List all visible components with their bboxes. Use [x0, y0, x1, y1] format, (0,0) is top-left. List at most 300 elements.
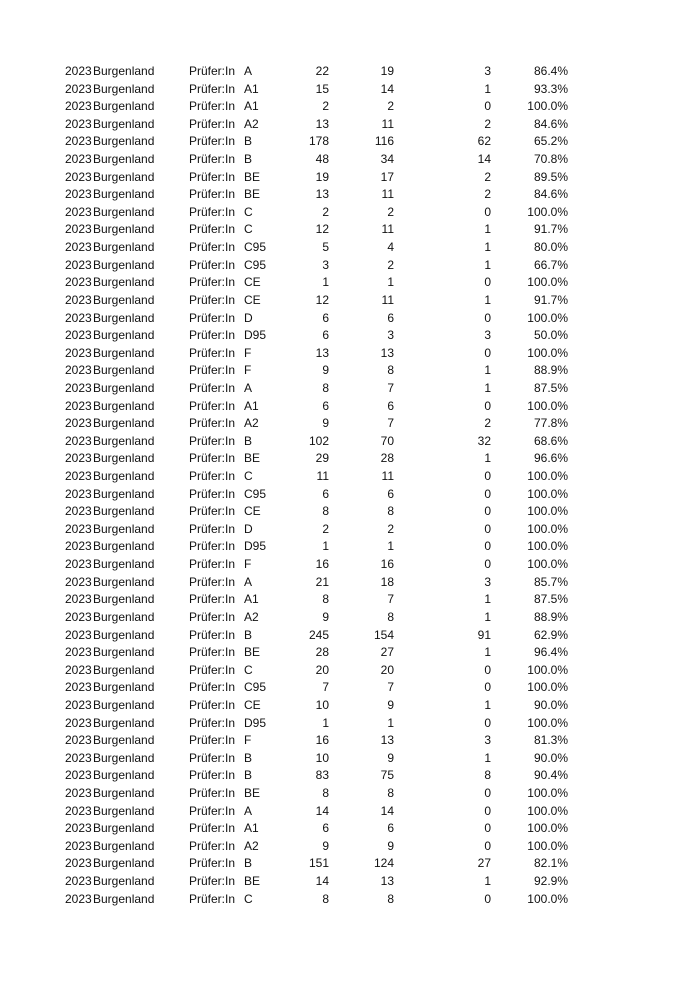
failed-count-cell: 0	[484, 504, 491, 519]
failed-count-cell: 1	[484, 645, 491, 660]
passed-count-cell: 6	[387, 821, 394, 836]
failed-count-cell: 3	[484, 328, 491, 343]
total-count-cell: 15	[315, 81, 329, 96]
year-cell: 2023	[65, 116, 92, 131]
passed-count-cell: 2	[387, 257, 394, 272]
passed-count-cell: 7	[387, 416, 394, 431]
table-row	[0, 310, 700, 328]
region-cell: Burgenland	[93, 733, 155, 748]
examiner-role-cell: Prüfer:In	[189, 292, 236, 307]
passed-count-cell: 17	[380, 169, 394, 184]
pass-rate-cell: 100.0%	[527, 662, 568, 677]
total-count-cell: 8	[322, 891, 329, 906]
license-class-cell: A1	[244, 99, 259, 114]
examiner-role-cell: Prüfer:In	[189, 557, 236, 572]
pass-rate-cell: 100.0%	[527, 785, 568, 800]
failed-count-cell: 0	[484, 891, 491, 906]
passed-count-cell: 154	[373, 627, 394, 642]
total-count-cell: 29	[315, 451, 329, 466]
total-count-cell: 13	[315, 116, 329, 131]
license-class-cell: A1	[244, 821, 259, 836]
passed-count-cell: 14	[380, 81, 394, 96]
failed-count-cell: 0	[484, 557, 491, 572]
region-cell: Burgenland	[93, 187, 155, 202]
examiner-role-cell: Prüfer:In	[189, 81, 236, 96]
passed-count-cell: 11	[381, 222, 394, 237]
failed-count-cell: 0	[484, 662, 491, 677]
table-row	[0, 873, 700, 891]
passed-count-cell: 8	[387, 785, 394, 800]
total-count-cell: 1	[322, 715, 329, 730]
license-class-cell: D	[244, 310, 253, 325]
passed-count-cell: 1	[387, 275, 394, 290]
examiner-role-cell: Prüfer:In	[189, 768, 236, 783]
total-count-cell: 6	[322, 310, 329, 325]
license-class-cell: B	[244, 152, 253, 167]
region-cell: Burgenland	[93, 416, 155, 431]
failed-count-cell: 27	[477, 856, 491, 871]
year-cell: 2023	[65, 398, 92, 413]
table-row	[0, 750, 700, 768]
license-class-cell: C95	[244, 240, 267, 255]
table-row	[0, 433, 700, 451]
region-cell: Burgenland	[93, 838, 155, 853]
total-count-cell: 11	[316, 469, 329, 484]
pass-rate-cell: 81.3%	[533, 733, 568, 748]
region-cell: Burgenland	[93, 645, 155, 660]
table-row	[0, 574, 700, 592]
table-row	[0, 380, 700, 398]
pass-rate-cell: 93.3%	[533, 81, 568, 96]
examiner-role-cell: Prüfer:In	[189, 697, 236, 712]
table-row	[0, 151, 700, 169]
license-class-cell: A2	[244, 116, 259, 131]
total-count-cell: 2	[322, 204, 329, 219]
pass-rate-cell: 89.5%	[533, 169, 568, 184]
year-cell: 2023	[65, 310, 92, 325]
pass-rate-cell: 86.4%	[533, 64, 568, 78]
passed-count-cell: 2	[387, 99, 394, 114]
examiner-role-cell: Prüfer:In	[189, 662, 236, 677]
year-cell: 2023	[65, 345, 92, 360]
table-row	[0, 767, 700, 785]
year-cell: 2023	[65, 257, 92, 272]
license-class-cell: BE	[244, 451, 261, 466]
license-class-cell: B	[244, 433, 253, 448]
examiner-role-cell: Prüfer:In	[189, 257, 236, 272]
region-cell: Burgenland	[93, 574, 155, 589]
failed-count-cell: 0	[484, 803, 491, 818]
license-class-cell: B	[244, 750, 253, 765]
table-row	[0, 204, 700, 222]
license-class-cell: C95	[244, 257, 267, 272]
examiner-role-cell: Prüfer:In	[189, 750, 236, 765]
region-cell: Burgenland	[93, 99, 155, 114]
failed-count-cell: 1	[484, 363, 491, 378]
pass-rate-cell: 70.8%	[533, 152, 568, 167]
table-row	[0, 468, 700, 486]
total-count-cell: 5	[322, 240, 329, 255]
passed-count-cell: 9	[387, 750, 394, 765]
table-row	[0, 239, 700, 257]
table-row	[0, 398, 700, 416]
license-class-cell: F	[244, 557, 252, 572]
table-row	[0, 838, 700, 856]
failed-count-cell: 0	[484, 275, 491, 290]
table-row	[0, 415, 700, 433]
examiner-role-cell: Prüfer:In	[189, 310, 236, 325]
region-cell: Burgenland	[93, 222, 155, 237]
year-cell: 2023	[65, 592, 92, 607]
examiner-role-cell: Prüfer:In	[189, 469, 236, 484]
license-class-cell: A	[244, 803, 253, 818]
table-row	[0, 63, 700, 81]
table-row	[0, 116, 700, 134]
license-class-cell: A1	[244, 592, 259, 607]
examiner-role-cell: Prüfer:In	[189, 592, 236, 607]
failed-count-cell: 1	[484, 380, 491, 395]
pass-rate-cell: 88.9%	[533, 363, 568, 378]
region-cell: Burgenland	[93, 451, 155, 466]
year-cell: 2023	[65, 521, 92, 536]
passed-count-cell: 2	[387, 521, 394, 536]
year-cell: 2023	[65, 99, 92, 114]
license-class-cell: BE	[244, 169, 261, 184]
passed-count-cell: 70	[380, 433, 394, 448]
pass-rate-cell: 87.5%	[533, 380, 568, 395]
passed-count-cell: 13	[380, 345, 394, 360]
year-cell: 2023	[65, 874, 92, 889]
license-class-cell: B	[244, 627, 253, 642]
total-count-cell: 2	[322, 99, 329, 114]
examiner-role-cell: Prüfer:In	[189, 116, 236, 131]
passed-count-cell: 9	[387, 697, 394, 712]
failed-count-cell: 0	[484, 99, 491, 114]
year-cell: 2023	[65, 838, 92, 853]
total-count-cell: 48	[315, 152, 329, 167]
region-cell: Burgenland	[93, 116, 155, 131]
examiner-role-cell: Prüfer:In	[189, 504, 236, 519]
failed-count-cell: 2	[484, 416, 491, 431]
table-row	[0, 186, 700, 204]
failed-count-cell: 62	[477, 134, 491, 149]
failed-count-cell: 3	[484, 733, 491, 748]
year-cell: 2023	[65, 469, 92, 484]
pass-rate-cell: 87.5%	[533, 592, 568, 607]
examiner-role-cell: Prüfer:In	[189, 733, 236, 748]
table-row	[0, 98, 700, 116]
examiner-role-cell: Prüfer:In	[189, 821, 236, 836]
failed-count-cell: 0	[484, 486, 491, 501]
pass-rate-cell: 100.0%	[527, 521, 568, 536]
license-class-cell: A2	[244, 609, 259, 624]
pass-rate-cell: 100.0%	[527, 838, 568, 853]
pass-rate-cell: 100.0%	[527, 504, 568, 519]
year-cell: 2023	[65, 81, 92, 96]
passed-count-cell: 27	[380, 645, 394, 660]
year-cell: 2023	[65, 821, 92, 836]
license-class-cell: BE	[244, 874, 261, 889]
year-cell: 2023	[65, 451, 92, 466]
year-cell: 2023	[65, 134, 92, 149]
pass-rate-cell: 91.7%	[533, 292, 568, 307]
examiner-role-cell: Prüfer:In	[189, 627, 236, 642]
failed-count-cell: 1	[484, 592, 491, 607]
region-cell: Burgenland	[93, 662, 155, 677]
passed-count-cell: 20	[380, 662, 394, 677]
examiner-role-cell: Prüfer:In	[189, 539, 236, 554]
examiner-role-cell: Prüfer:In	[189, 803, 236, 818]
year-cell: 2023	[65, 292, 92, 307]
region-cell: Burgenland	[93, 609, 155, 624]
total-count-cell: 8	[322, 785, 329, 800]
passed-count-cell: 16	[380, 557, 394, 572]
total-count-cell: 9	[322, 363, 329, 378]
table-row	[0, 697, 700, 715]
license-class-cell: D95	[244, 715, 267, 730]
examiner-role-cell: Prüfer:In	[189, 345, 236, 360]
year-cell: 2023	[65, 856, 92, 871]
pass-rate-cell: 90.4%	[533, 768, 568, 783]
total-count-cell: 19	[315, 169, 329, 184]
failed-count-cell: 0	[484, 204, 491, 219]
license-class-cell: B	[244, 856, 253, 871]
region-cell: Burgenland	[93, 891, 155, 906]
passed-count-cell: 8	[387, 891, 394, 906]
region-cell: Burgenland	[93, 592, 155, 607]
license-class-cell: A	[244, 64, 253, 78]
total-count-cell: 14	[315, 874, 329, 889]
passed-count-cell: 124	[373, 856, 394, 871]
examiner-role-cell: Prüfer:In	[189, 433, 236, 448]
passed-count-cell: 4	[387, 240, 394, 255]
year-cell: 2023	[65, 187, 92, 202]
year-cell: 2023	[65, 609, 92, 624]
total-count-cell: 9	[322, 609, 329, 624]
passed-count-cell: 6	[387, 310, 394, 325]
total-count-cell: 2	[322, 521, 329, 536]
license-class-cell: CE	[244, 292, 261, 307]
year-cell: 2023	[65, 662, 92, 677]
pass-rate-cell: 84.6%	[533, 116, 568, 131]
license-class-cell: B	[244, 134, 253, 149]
license-class-cell: BE	[244, 187, 261, 202]
pass-rate-cell: 100.0%	[527, 310, 568, 325]
pass-rate-cell: 100.0%	[527, 891, 568, 906]
region-cell: Burgenland	[93, 557, 155, 572]
table-row	[0, 503, 700, 521]
region-cell: Burgenland	[93, 169, 155, 184]
license-class-cell: A1	[244, 81, 259, 96]
pass-rate-cell: 100.0%	[527, 557, 568, 572]
region-cell: Burgenland	[93, 328, 155, 343]
year-cell: 2023	[65, 433, 92, 448]
examiner-role-cell: Prüfer:In	[189, 856, 236, 871]
region-cell: Burgenland	[93, 821, 155, 836]
passed-count-cell: 11	[381, 292, 394, 307]
region-cell: Burgenland	[93, 750, 155, 765]
region-cell: Burgenland	[93, 521, 155, 536]
total-count-cell: 3	[322, 257, 329, 272]
failed-count-cell: 8	[484, 768, 491, 783]
examiner-role-cell: Prüfer:In	[189, 380, 236, 395]
failed-count-cell: 1	[484, 257, 491, 272]
total-count-cell: 9	[322, 416, 329, 431]
pass-rate-cell: 96.6%	[533, 451, 568, 466]
total-count-cell: 178	[308, 134, 329, 149]
table-row	[0, 715, 700, 733]
region-cell: Burgenland	[93, 257, 155, 272]
table-row	[0, 556, 700, 574]
passed-count-cell: 34	[380, 152, 394, 167]
license-class-cell: D	[244, 521, 253, 536]
total-count-cell: 1	[322, 275, 329, 290]
pass-rate-cell: 50.0%	[533, 328, 568, 343]
pass-rate-cell: 62.9%	[533, 627, 568, 642]
pass-rate-cell: 82.1%	[533, 856, 568, 871]
license-class-cell: A2	[244, 416, 259, 431]
table-row	[0, 274, 700, 292]
examiner-role-cell: Prüfer:In	[189, 645, 236, 660]
year-cell: 2023	[65, 785, 92, 800]
pass-rate-cell: 65.2%	[533, 134, 568, 149]
license-class-cell: F	[244, 733, 252, 748]
license-class-cell: CE	[244, 504, 261, 519]
license-class-cell: CE	[244, 697, 261, 712]
failed-count-cell: 1	[484, 750, 491, 765]
pass-rate-cell: 100.0%	[527, 539, 568, 554]
total-count-cell: 102	[308, 433, 329, 448]
examiner-role-cell: Prüfer:In	[189, 169, 236, 184]
region-cell: Burgenland	[93, 275, 155, 290]
table-row	[0, 644, 700, 662]
pass-rate-cell: 90.0%	[533, 750, 568, 765]
passed-count-cell: 3	[387, 328, 394, 343]
license-class-cell: D95	[244, 539, 267, 554]
region-cell: Burgenland	[93, 240, 155, 255]
pass-rate-cell: 91.7%	[533, 222, 568, 237]
year-cell: 2023	[65, 204, 92, 219]
pass-rate-cell: 100.0%	[527, 99, 568, 114]
examiner-role-cell: Prüfer:In	[189, 891, 236, 906]
pass-rate-cell: 100.0%	[527, 345, 568, 360]
table-row	[0, 486, 700, 504]
failed-count-cell: 14	[477, 152, 491, 167]
failed-count-cell: 0	[484, 715, 491, 730]
examiner-role-cell: Prüfer:In	[189, 152, 236, 167]
region-cell: Burgenland	[93, 697, 155, 712]
failed-count-cell: 3	[484, 64, 491, 78]
passed-count-cell: 8	[387, 363, 394, 378]
year-cell: 2023	[65, 557, 92, 572]
examiner-role-cell: Prüfer:In	[189, 574, 236, 589]
region-cell: Burgenland	[93, 363, 155, 378]
license-class-cell: C95	[244, 486, 267, 501]
total-count-cell: 8	[322, 592, 329, 607]
passed-count-cell: 116	[374, 134, 394, 149]
year-cell: 2023	[65, 750, 92, 765]
total-count-cell: 6	[322, 821, 329, 836]
total-count-cell: 16	[315, 557, 329, 572]
passed-count-cell: 75	[380, 768, 394, 783]
failed-count-cell: 1	[484, 451, 491, 466]
year-cell: 2023	[65, 222, 92, 237]
failed-count-cell: 3	[484, 574, 491, 589]
passed-count-cell: 11	[381, 469, 394, 484]
region-cell: Burgenland	[93, 310, 155, 325]
region-cell: Burgenland	[93, 134, 155, 149]
year-cell: 2023	[65, 645, 92, 660]
license-class-cell: BE	[244, 645, 261, 660]
total-count-cell: 14	[315, 803, 329, 818]
pass-rate-cell: 100.0%	[527, 469, 568, 484]
region-cell: Burgenland	[93, 856, 155, 871]
examiner-role-cell: Prüfer:In	[189, 609, 236, 624]
failed-count-cell: 1	[484, 874, 491, 889]
failed-count-cell: 0	[484, 785, 491, 800]
pass-rate-cell: 100.0%	[527, 803, 568, 818]
total-count-cell: 8	[322, 380, 329, 395]
failed-count-cell: 0	[484, 469, 491, 484]
total-count-cell: 245	[308, 627, 329, 642]
examiner-role-cell: Prüfer:In	[189, 134, 236, 149]
passed-count-cell: 2	[387, 204, 394, 219]
pass-rate-cell: 77.8%	[533, 416, 568, 431]
year-cell: 2023	[65, 627, 92, 642]
failed-count-cell: 2	[484, 187, 491, 202]
table-row	[0, 803, 700, 821]
failed-count-cell: 91	[477, 627, 491, 642]
license-class-cell: C	[244, 469, 253, 484]
examiner-role-cell: Prüfer:In	[189, 275, 236, 290]
year-cell: 2023	[65, 328, 92, 343]
pass-rate-cell: 88.9%	[533, 609, 568, 624]
year-cell: 2023	[65, 733, 92, 748]
passed-count-cell: 6	[387, 486, 394, 501]
year-cell: 2023	[65, 380, 92, 395]
table-row	[0, 81, 700, 99]
table-row	[0, 891, 700, 909]
region-cell: Burgenland	[93, 874, 155, 889]
total-count-cell: 16	[315, 733, 329, 748]
passed-count-cell: 19	[380, 64, 394, 78]
year-cell: 2023	[65, 680, 92, 695]
failed-count-cell: 0	[484, 398, 491, 413]
failed-count-cell: 0	[484, 838, 491, 853]
examiner-role-cell: Prüfer:In	[189, 64, 236, 78]
total-count-cell: 10	[315, 697, 329, 712]
failed-count-cell: 0	[484, 821, 491, 836]
region-cell: Burgenland	[93, 398, 155, 413]
examiner-role-cell: Prüfer:In	[189, 416, 236, 431]
total-count-cell: 8	[322, 504, 329, 519]
pass-rate-cell: 96.4%	[533, 645, 568, 660]
examiner-role-cell: Prüfer:In	[189, 486, 236, 501]
region-cell: Burgenland	[93, 64, 155, 78]
year-cell: 2023	[65, 416, 92, 431]
total-count-cell: 151	[308, 856, 329, 871]
table-row	[0, 169, 700, 187]
passed-count-cell: 14	[380, 803, 394, 818]
passed-count-cell: 1	[387, 715, 394, 730]
license-class-cell: C	[244, 891, 253, 906]
passed-count-cell: 11	[381, 116, 394, 131]
failed-count-cell: 1	[484, 609, 491, 624]
year-cell: 2023	[65, 240, 92, 255]
failed-count-cell: 1	[484, 240, 491, 255]
total-count-cell: 1	[322, 539, 329, 554]
region-cell: Burgenland	[93, 715, 155, 730]
